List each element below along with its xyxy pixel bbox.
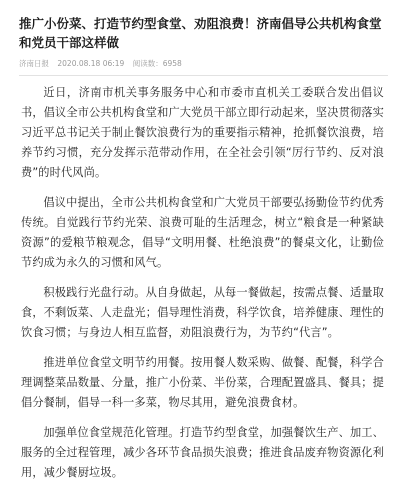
paragraph-intro: 近日，济南市机关事务服务中心和市委市直机关工委联合发出倡议书，倡议全市公共机构食堂和广大党员干部立即行动起来，坚决贯彻落实习近平总书记关于制止餐饮浪费行为的重要指示精神，抢抓餐饮浪费，培养节约习惯，充分发挥示范带动作用，在全社会引领“厉行节约、反对浪费”的时代风尚。: [21, 86, 384, 179]
article-title: 推广小份菜、打造节约型食堂、劝阻浪费！济南倡导公共机构食堂和党员干部这样做: [19, 16, 382, 50]
paragraph-tradition: 倡议中提出，全市公共机构食堂和广大党员干部要弘扬勤俭节约优秀传统。自觉践行节约光荣、浪费可耻的生活理念，树立“粮食是一种紧缺资源”的爱粮节粮观念，倡导“文明用餐、杜绝浪费”的餐桌文化，让勤俭节约成为永久的习惯和风气。: [21, 196, 384, 269]
article-source: 济南日报: [19, 59, 49, 68]
article-date: 2020.08.18 06:19: [57, 59, 125, 68]
article-read-count: 阅读数：6958: [132, 59, 182, 68]
article-meta: [0, 52, 400, 70]
article-body: [0, 76, 400, 483]
paragraph-clean-plate: 积极践行光盘行动。从自身做起，从每一餐做起，按需点餐、适量取食，不剩饭菜、人走盘光；倡导理性消费，科学饮食，培养健康、理性的饮食习惯；与身边人相互监督，劝阻浪费行为，为节约“代言”。: [21, 286, 384, 339]
paragraph-canteen-management: 加强单位食堂规范化管理。打造节约型食堂，加强餐饮生产、加工、服务的全过程管理，减少各环节食品损失浪费；推进食品废弃物资源化利用，减少餐厨垃圾。: [21, 426, 384, 479]
paragraph-canteen-dining: 推进单位食堂文明节约用餐。按用餐人数采购、做餐、配餐，科学合理调整菜品数量、分量，推广小份菜、半份菜，合理配置盛具、餐具；提倡分餐制，倡导一科一多菜，物尽其用，避免浪费食材。: [21, 356, 384, 409]
